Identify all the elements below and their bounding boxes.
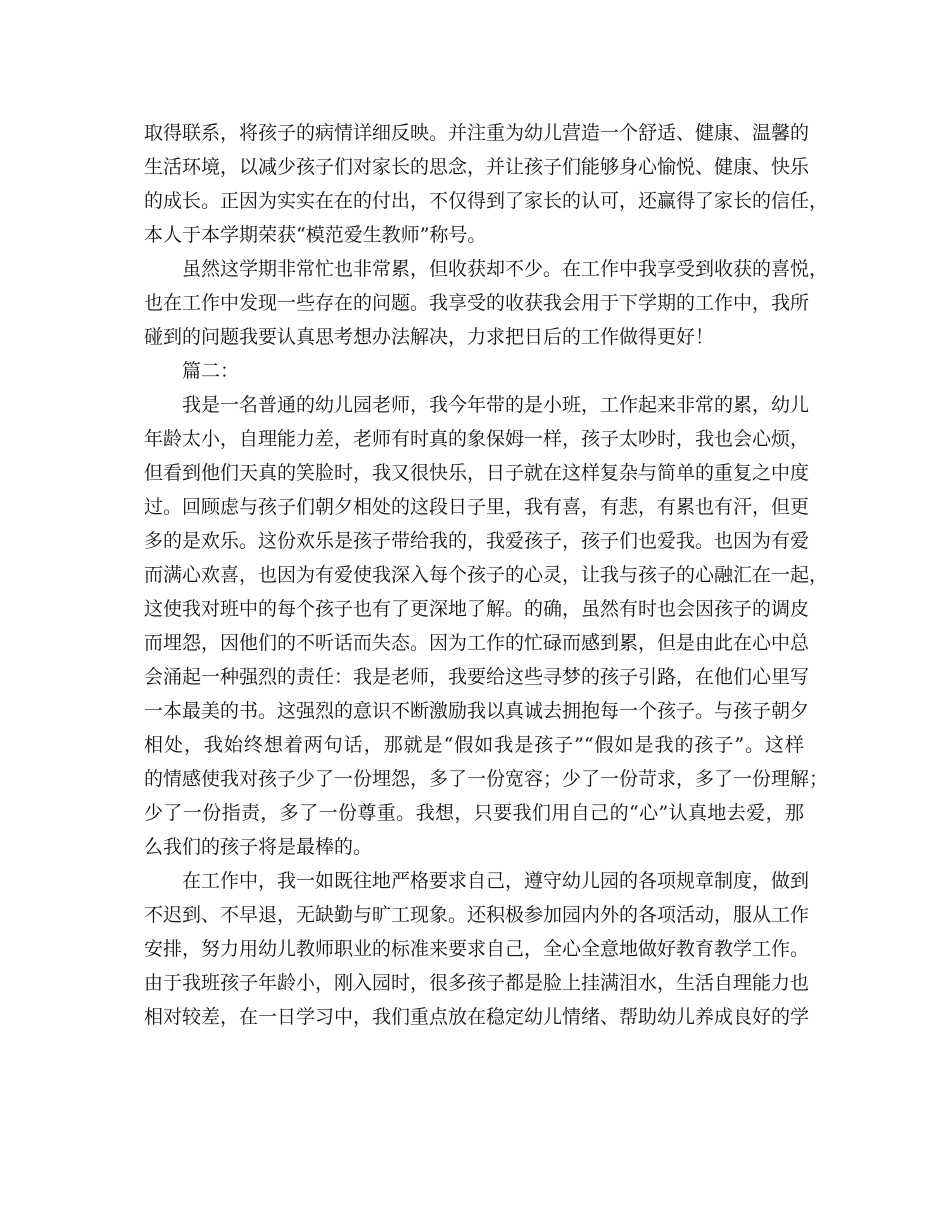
text-line: 而埋怨，因他们的不听话而失态。因为工作的忙碌而感到累，但是由此在心中总: [144, 632, 810, 654]
text-line: 相处，我始终想着两句话，那就是“假如我是孩子”“假如是我的孩子”。这样: [144, 734, 804, 756]
text-line: 的情感使我对孩子少了一份埋怨，多了一份宽容；少了一份苛求，多了一份理解；: [144, 768, 829, 790]
text-line: 我是一名普通的幼儿园老师，我今年带的是小班，工作起来非常的累，幼儿: [182, 394, 810, 416]
text-line: 由于我班孩子年龄小，刚入园时，很多孩子都是脸上挂满泪水，生活自理能力也: [144, 972, 810, 994]
paragraph-work: [144, 864, 810, 1034]
text-line: 不迟到、不早退，无缺勤与旷工现象。还积极参加园内外的各项活动，服从工作: [144, 904, 810, 926]
text-line: 虽然这学期非常忙也非常累，但收获却不少。在工作中我享受到收获的喜悦，: [182, 258, 829, 280]
text-line: 少了一份指责，多了一份尊重。我想，只要我们用自己的“心”认真地去爱，那: [144, 802, 804, 824]
section-heading-text: 篇二：: [182, 360, 240, 382]
text-line: 但看到他们天真的笑脸时，我又很快乐，日子就在这样复杂与简单的重复之中度: [144, 462, 810, 484]
text-line: 也在工作中发现一些存在的问题。我享受的收获我会用于下学期的工作中，我所: [144, 292, 810, 314]
document-body: [144, 116, 829, 1034]
text-line: 而满心欢喜，也因为有爱使我深入每个孩子的心灵，让我与孩子的心融汇在一起，: [144, 564, 829, 586]
text-line: 本人于本学期荣获“模范爱生教师”称号。: [144, 224, 487, 246]
text-line: 在工作中，我一如既往地严格要求自己，遵守幼儿园的各项规章制度，做到: [182, 870, 810, 892]
text-line: 一本最美的书。这强烈的意识不断激励我以真诚去拥抱每一个孩子。与孩子朝夕: [144, 700, 810, 722]
text-line: 取得联系，将孩子的病情详细反映。并注重为幼儿营造一个舒适、健康、温馨的: [144, 122, 810, 144]
text-line: 会涌起一种强烈的责任：我是老师，我要给这些寻梦的孩子引路，在他们心里写: [144, 666, 810, 688]
text-line: 年龄太小，自理能力差，老师有时真的象保姆一样，孩子太吵时，我也会心烦，: [144, 428, 810, 450]
text-line: 多的是欢乐。这份欢乐是孩子带给我的，我爱孩子，孩子们也爱我。也因为有爱: [144, 530, 810, 552]
text-line: 安排，努力用幼儿教师职业的标准来要求自己，全心全意地做好教育教学工作。: [144, 938, 810, 960]
text-line: 碰到的问题我要认真思考想办法解决，力求把日后的工作做得更好！: [144, 326, 715, 348]
text-line: 的成长。正因为实实在在的付出，不仅得到了家长的认可，还赢得了家长的信任，: [144, 190, 829, 212]
text-line: 过。回顾虑与孩子们朝夕相处的这段日子里，我有喜，有悲，有累也有汗，但更: [144, 496, 810, 518]
text-line: 相对较差，在一日学习中，我们重点放在稳定幼儿情绪、帮助幼儿养成良好的学: [144, 1006, 810, 1028]
paragraph-teacher: [144, 388, 829, 864]
paragraph-continuation: [144, 116, 829, 252]
text-line: 这使我对班中的每个孩子也有了更深地了解。的确，虽然有时也会因孩子的调皮: [144, 598, 810, 620]
text-line: 生活环境，以减少孩子们对家长的思念，并让孩子们能够身心愉悦、健康、快乐: [144, 156, 810, 178]
paragraph-harvest: [144, 252, 829, 354]
text-line: 么我们的孩子将是最棒的。: [144, 836, 373, 858]
section-heading: [144, 354, 804, 388]
